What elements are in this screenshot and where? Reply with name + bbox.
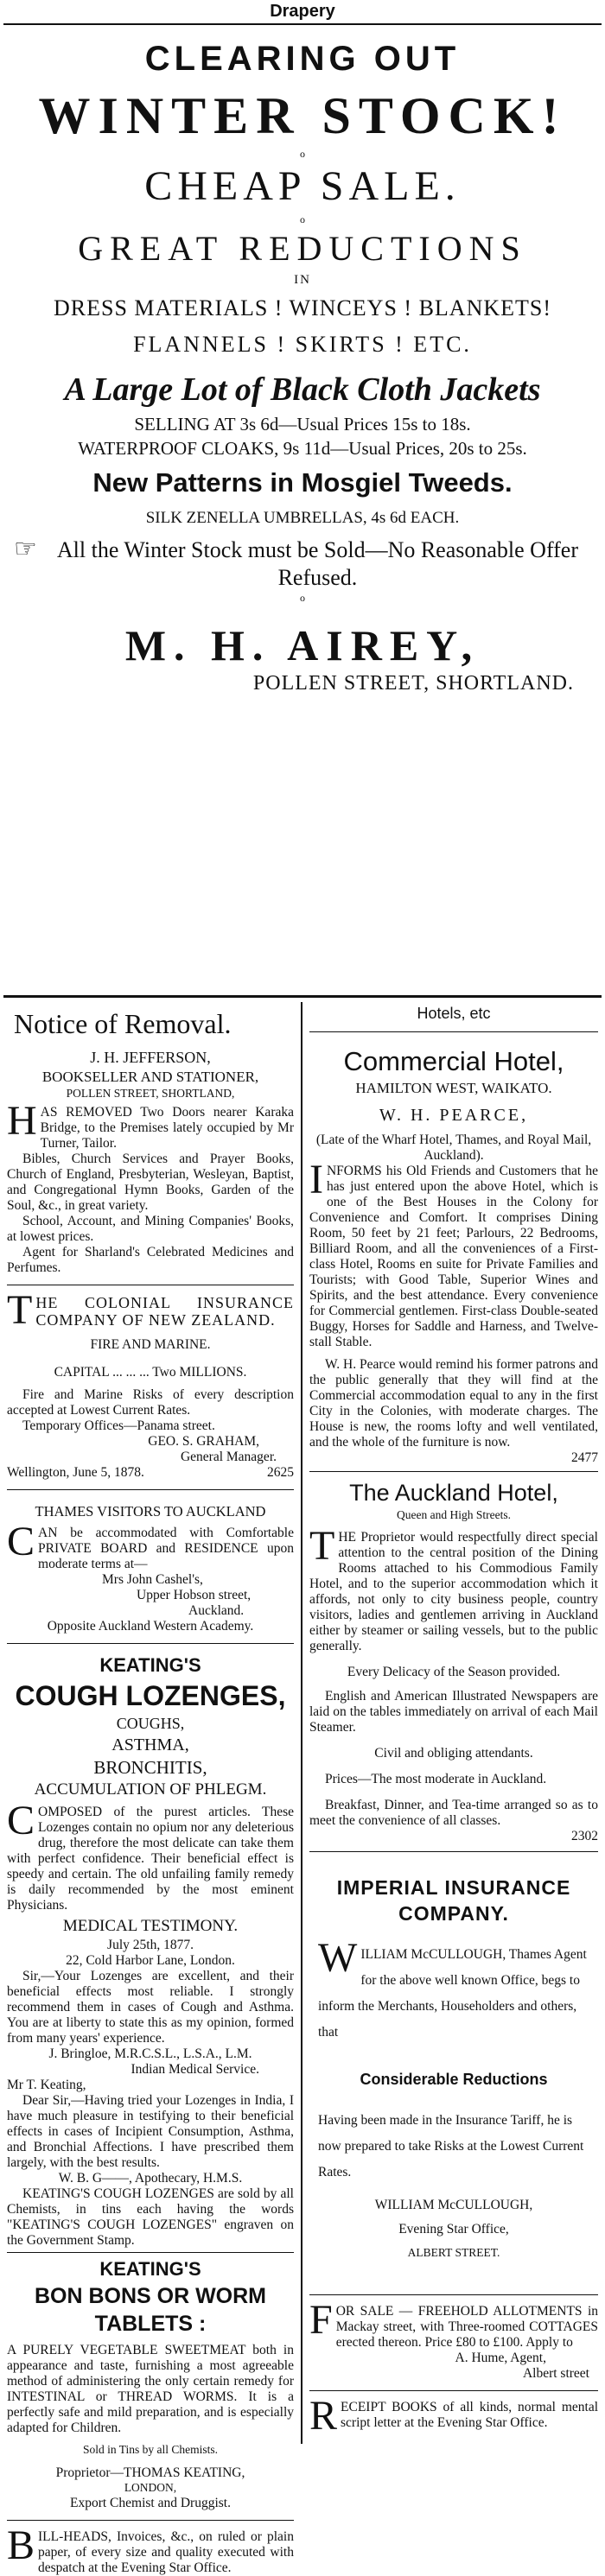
receipt-text: ECEIPT BOOKS of all kinds, normal mental script letter at the Evening Star Office. bbox=[341, 2400, 598, 2430]
colonial-date-line bbox=[7, 1465, 294, 1481]
pointing-hand-icon: ☞ bbox=[14, 535, 37, 563]
merchant-address: POLLEN STREET, SHORTLAND. bbox=[252, 672, 574, 695]
divider bbox=[7, 1489, 294, 1490]
commercial-owner: W. H. PEARCE, bbox=[379, 1106, 529, 1125]
for-sale-sig2: Albert street bbox=[522, 2366, 589, 2381]
divider bbox=[7, 2252, 294, 2253]
imperial-reductions: Considerable Reductions bbox=[360, 2070, 548, 2088]
thames-addr: Auckland. bbox=[188, 1602, 245, 1618]
thames-title: THAMES VISITORS TO AUCKLAND bbox=[35, 1502, 266, 1520]
imperial-title: IMPERIAL INSURANCE bbox=[336, 1875, 571, 1899]
divider bbox=[7, 1643, 294, 1644]
right-column bbox=[302, 1002, 605, 2444]
ad-headline-clearing-out: CLEARING OUT bbox=[144, 40, 461, 78]
imperial-sig: WILLIAM McCULLOUGH, bbox=[374, 2197, 533, 2212]
billheads-text: ILL-HEADS, Invoices, &c., on ruled or plain paper, of every size and quality executed with despatch at the Evening Star Office. bbox=[38, 2528, 294, 2575]
imperial-sig3: ALBERT STREET. bbox=[407, 2245, 500, 2259]
drop-cap: I bbox=[309, 1157, 323, 1202]
drop-cap: B bbox=[7, 2522, 35, 2568]
cough-lozenges-title: COUGH LOZENGES, bbox=[15, 1679, 286, 1711]
receipt-books-ad bbox=[309, 2393, 598, 2439]
keating-ailment: COUGHS, bbox=[116, 1714, 185, 1732]
ad-umbrellas: SILK ZENELLA UMBRELLAS, 4s 6d EACH. bbox=[145, 509, 460, 527]
two-column-ads bbox=[0, 1002, 605, 2575]
auckland-line: Prices—The most moderate in Auckland. bbox=[325, 1771, 547, 1786]
ad-cloaks-price: WATERPROOF CLOAKS, 9s 11d—Usual Prices, 20s to 25s. bbox=[78, 438, 527, 459]
divider bbox=[3, 995, 602, 998]
divider bbox=[7, 2520, 294, 2521]
imperial-sig2: Evening Star Office, bbox=[398, 2221, 509, 2237]
removal-trade: BOOKSELLER AND STATIONER, bbox=[41, 1069, 259, 1085]
ad-black-cloth-jackets: A Large Lot of Black Cloth Jackets bbox=[64, 371, 541, 408]
section-label-drapery: Drapery bbox=[270, 2, 335, 21]
divider bbox=[309, 2390, 598, 2391]
ornament: o bbox=[300, 592, 305, 604]
ad-in: IN bbox=[294, 273, 311, 287]
colonial-text: Temporary Offices—Panama street. bbox=[22, 1418, 215, 1433]
testimony-addr: 22, Cold Harbor Lane, London. bbox=[66, 1952, 235, 1968]
testimony-text: Sir,—Your Lozenges are excellent, and their beneficial effects most reliable. I strongly recommend them in cases of Cough and Asthma. You are at liberty to state this as my opinion, formed from many years' experience. bbox=[7, 1968, 294, 2046]
drop-cap: W bbox=[318, 1934, 358, 1981]
removal-notice bbox=[7, 1006, 294, 1276]
removal-text: AS REMOVED Two Doors nearer Karaka Bridge, to the Premises lately occupied by Mr Turner, Tailor. bbox=[40, 1104, 294, 1151]
keating-body bbox=[7, 1797, 294, 1913]
auckland-text: HE Proprietor would respectfully direct special attention to the central position of the Dining Rooms attached to his Commodious Family Hotel, and to the superior accommodation which it affords, not only to city business people, country visitors, ladies and gentlemen arriving in Auckland either by steamer or sailing vessels, but to the public generally. bbox=[309, 1529, 598, 1653]
imperial-text: ILLIAM McCULLOUGH, Thames Agent for the above well known Office, begs to inform the Merchants, Householders and others, that bbox=[318, 1946, 587, 2040]
commercial-body bbox=[309, 1157, 598, 1350]
colonial-capital: CAPITAL ... ... ... Two MILLIONS. bbox=[54, 1364, 247, 1380]
colonial-text: Fire and Marine Risks of every description accepted at Lowest Current Rates. bbox=[7, 1386, 294, 1418]
ad-flannels-list: FLANNELS ! SKIRTS ! ETC. bbox=[133, 332, 472, 357]
drop-cap: T bbox=[7, 1286, 33, 1333]
imperial-body bbox=[309, 1934, 598, 2046]
ad-headline-great-reductions: GREAT REDUCTIONS bbox=[78, 229, 527, 268]
testimony-date: July 25th, 1877. bbox=[107, 1937, 194, 1952]
colonial-sub: FIRE AND MARINE. bbox=[90, 1336, 211, 1352]
auckland-line: English and American Illustrated Newspapers are laid on the tables immediately on arrival of each Mail Steamer. bbox=[309, 1688, 598, 1735]
auckland-place: Queen and High Streets. bbox=[397, 1508, 511, 1521]
thames-addr: Opposite Auckland Western Academy. bbox=[47, 1618, 254, 1634]
keating-head: KEATING'S bbox=[99, 1653, 201, 1676]
testimony-title: MEDICAL TESTIMONY. bbox=[62, 1916, 239, 1935]
keating-cough-ad bbox=[7, 1653, 294, 2249]
commercial-hotel-title: Commercial Hotel, bbox=[343, 1046, 564, 1076]
removal-body bbox=[7, 1097, 294, 1152]
colonial-sig2: General Manager. bbox=[180, 1449, 277, 1464]
imperial-text: Having been made in the Insurance Tariff, he is now prepared to take Risks at the Lowest Current Rates. bbox=[318, 2112, 584, 2179]
ad-materials-list: DRESS MATERIALS ! WINCEYS ! BLANKETS! bbox=[53, 295, 552, 320]
ad-winter-stock-notice bbox=[5, 531, 600, 592]
removal-text: Agent for Sharland's Celebrated Medicines and Perfumes. bbox=[7, 1244, 294, 1275]
commercial-place: HAMILTON WEST, WAIKATO. bbox=[355, 1080, 552, 1096]
billheads-ad bbox=[7, 2522, 294, 2576]
colonial-insurance-ad bbox=[7, 1286, 294, 1481]
thames-visitors-ad bbox=[7, 1502, 294, 1634]
removal-street: POLLEN STREET, SHORTLAND, bbox=[66, 1087, 235, 1100]
bonbons-title: BON BONS OR WORM TABLETS : bbox=[34, 2283, 267, 2336]
left-column bbox=[0, 1002, 302, 2575]
drop-cap: T bbox=[309, 1522, 335, 1569]
imperial-title2: COMPANY. bbox=[398, 1901, 509, 1925]
divider bbox=[309, 1471, 598, 1472]
ad-headline-winter-stock: WINTER STOCK! bbox=[38, 87, 567, 144]
auckland-line: Breakfast, Dinner, and Tea-time arranged so as to meet the convenience of all classes. bbox=[309, 1797, 598, 1828]
removal-name: J. H. JEFFERSON, bbox=[90, 1049, 211, 1066]
drop-cap: F bbox=[309, 2297, 333, 2343]
ornament: o bbox=[300, 148, 305, 160]
drop-cap: R bbox=[309, 2393, 338, 2439]
removal-title: Notice of Removal. bbox=[14, 1008, 232, 1039]
divider bbox=[309, 1851, 598, 1852]
keating-text: OMPOSED of the purest articles. These Lozenges contain no opium nor any deleterious drug, therefore the most delicate can take them with perfect confidence. Their beneficial effect is speedy and certain. The old unfailing family remedy is daily recommended by the most eminent Physicians. bbox=[7, 1804, 294, 1913]
ad-winter-stock-text: All the Winter Stock must be Sold—No Reasonable Offer Refused. bbox=[56, 537, 579, 590]
thames-body bbox=[7, 1518, 294, 1572]
removal-text: School, Account, and Mining Companies' Books, at lowest prices. bbox=[7, 1213, 294, 1244]
divider bbox=[309, 2294, 598, 2295]
ad-number: 2625 bbox=[267, 1464, 294, 1480]
bonbons-tins: Sold in Tins by all Chemists. bbox=[82, 2442, 219, 2456]
keating-ailment: ASTHMA, bbox=[111, 1735, 189, 1754]
ad-jackets-price: SELLING AT 3s 6d—Usual Prices 15s to 18s. bbox=[134, 414, 471, 435]
testimony-sig: J. Bringloe, M.R.C.S.L., L.S.A., L.M. bbox=[48, 2046, 252, 2061]
auckland-body bbox=[309, 1522, 598, 1654]
testimony2-to: Mr T. Keating, bbox=[7, 2077, 86, 2092]
commercial-text: W. H. Pearce would remind his former patrons and the public generally that they will find at the Commercial accommodation equal to any in the first City in the Colonies, with moderate charges. The House is new, the rooms lofty and well ventilated, and the whole of the furniture is now. bbox=[309, 1357, 598, 1450]
bonbons-prop2: LONDON, bbox=[124, 2481, 177, 2494]
drop-cap: C bbox=[7, 1518, 35, 1564]
commercial-hotel-ad bbox=[309, 1044, 598, 1466]
commercial-late: (Late of the Wharf Hotel, Thames, and Royal Mail, Auckland). bbox=[315, 1133, 592, 1163]
ad-number: 2302 bbox=[571, 1828, 598, 1843]
for-sale-ad bbox=[309, 2297, 598, 2382]
section-label-hotels: Hotels, etc bbox=[417, 1005, 491, 1022]
bonbons-text: A PURELY VEGETABLE SWEETMEAT both in appearance and taste, furnishing a most agreeable method of administering the only certain remedy for INTESTINAL or THREAD WORMS. It is a perfectly safe and mild preparation, and is especially adapted for Children. bbox=[7, 2342, 294, 2435]
testimony-sig2: Indian Medical Service. bbox=[131, 2061, 259, 2077]
bonbons-head: KEATING'S bbox=[99, 2257, 201, 2280]
for-sale-sig: A. Hume, Agent, bbox=[455, 2351, 546, 2365]
thames-addr: Mrs John Cashel's, bbox=[102, 1571, 203, 1587]
auckland-line: Civil and obliging attendants. bbox=[374, 1745, 533, 1761]
merchant-name: M. H. AIREY, bbox=[124, 621, 481, 669]
auckland-hotel-ad bbox=[309, 1477, 598, 1844]
divider bbox=[3, 23, 602, 25]
colonial-title bbox=[7, 1286, 294, 1333]
ornament: o bbox=[300, 213, 305, 225]
commercial-text: NFORMS his Old Friends and Customers that he has just entered upon the above Hotel, which is one of the Best Houses in the Colony for Convenience and Comfort. It comprises Dining Room, 50 feet by 21 feet; Parlours, 22 Bedrooms, Billiard Room, and all the conveniences of a First-class Hotel, Rooms en suite for Private Families and Tourists; with Good Table, Superior Wines and Spirits, and the best attendance. Every convenience for Commercial gentlemen. First-class Double-seated Buggy, Horses for Saddle and Harness, and Twelve-stall Stable. bbox=[309, 1164, 598, 1349]
keating-ailment: ACCUMULATION OF PHLEGM. bbox=[34, 1780, 267, 1799]
ad-mosgiel-tweeds: New Patterns in Mosgiel Tweeds. bbox=[92, 467, 513, 498]
auckland-line: Every Delicacy of the Season provided. bbox=[347, 1664, 561, 1679]
bonbons-prop3: Export Chemist and Druggist. bbox=[70, 2495, 231, 2510]
colonial-date: Wellington, June 5, 1878. bbox=[7, 1464, 144, 1480]
removal-text: Bibles, Church Services and Prayer Books, Church of England, Presbyterian, Wesleyan, Baptist, and Congregational Hymn Books, Garden of the Soul, &c., in great variety. bbox=[7, 1151, 294, 1213]
airey-advertisement bbox=[0, 34, 605, 695]
keating-bonbons-ad bbox=[7, 2256, 294, 2511]
ad-number: 2477 bbox=[571, 1450, 598, 1465]
thames-text: AN be accommodated with Comfortable PRIVATE BOARD and RESIDENCE upon moderate terms at— bbox=[38, 1525, 294, 1571]
drop-cap: C bbox=[7, 1797, 35, 1843]
testimony2-text: Dear Sir,—Having tried your Lozenges in India, I have much pleasure in testifying to their beneficial effects in cases of Incipient Consumption, Asthma, and Bronchial Affections. I have prescribed them largely, with the best results. bbox=[7, 2092, 294, 2170]
auckland-hotel-title: The Auckland Hotel, bbox=[349, 1480, 558, 1506]
colonial-sig: GEO. S. GRAHAM, bbox=[148, 1433, 259, 1449]
drop-cap: H bbox=[7, 1097, 37, 1144]
divider bbox=[309, 1031, 598, 1032]
testimony2-sig: W. B. G——, Apothecary, H.M.S. bbox=[58, 2170, 243, 2186]
bonbons-prop: Proprietor—THOMAS KEATING, bbox=[55, 2465, 245, 2480]
keating-ailment: BRONCHITIS, bbox=[93, 1756, 207, 1778]
colonial-title-text: HE COLONIAL INSURANCE COMPANY OF NEW ZEALAND. bbox=[35, 1293, 294, 1329]
ad-headline-cheap-sale: CHEAP SALE. bbox=[144, 163, 461, 209]
for-sale-text: OR SALE — FREEHOLD ALLOTMENTS in Mackay street, with Three-roomed COTTAGES erected thereon. Price £80 to £100. Apply to bbox=[335, 2304, 598, 2350]
thames-addr: Upper Hobson street, bbox=[137, 1587, 252, 1602]
imperial-insurance-ad bbox=[309, 1875, 598, 2261]
keating-sold: KEATING'S COUGH LOZENGES are sold by all Chemists, in tins each having the words "KEATING'S COUGH LOZENGES" engraven on the Government Stamp. bbox=[7, 2186, 294, 2248]
for-sale-body bbox=[309, 2297, 598, 2351]
